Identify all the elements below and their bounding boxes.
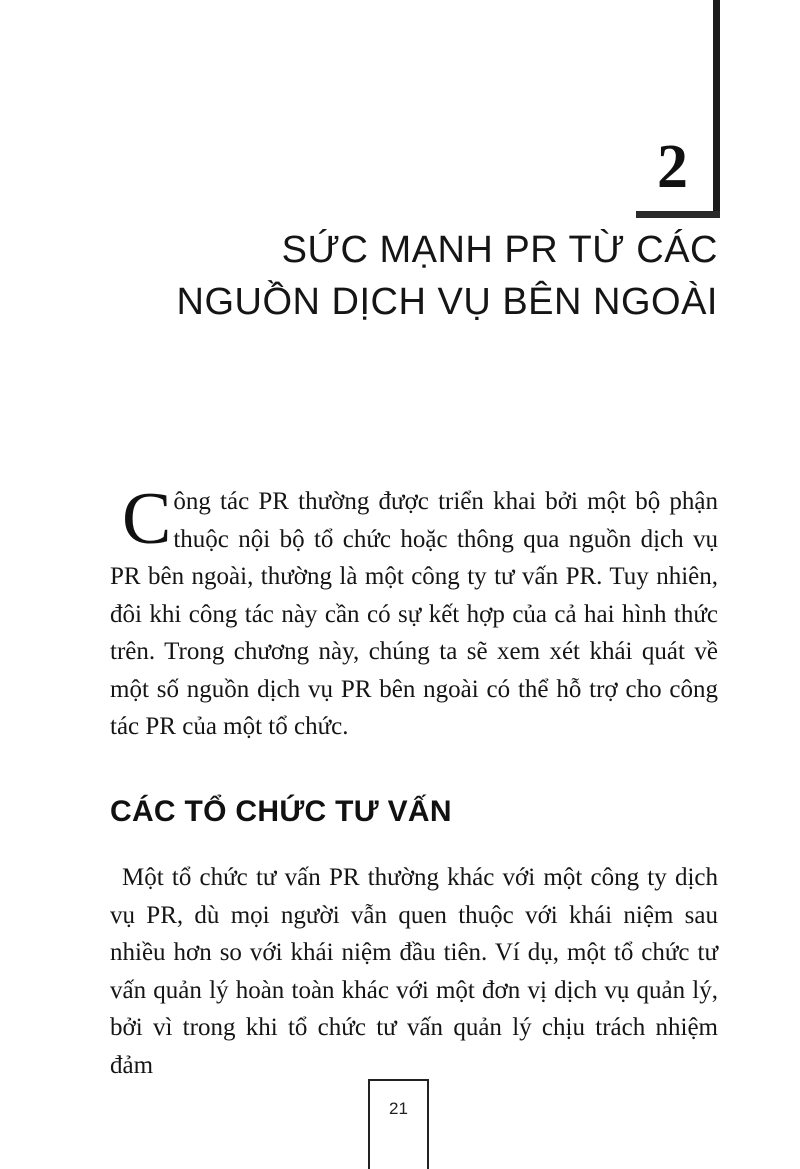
page-number: 21 (389, 1099, 408, 1118)
section-paragraph (110, 859, 718, 1084)
section-heading: CÁC TỔ CHỨC TƯ VẤN (110, 795, 452, 828)
chapter-number: 2 (657, 133, 688, 201)
chapter-bracket-vertical-rule (713, 0, 720, 218)
chapter-title-line-1: SỨC MẠNH PR TỪ CÁC (281, 229, 718, 271)
chapter-title (118, 224, 718, 328)
intro-paragraph (110, 478, 718, 746)
chapter-bracket-horizontal-rule (636, 211, 720, 218)
page-number-box (368, 1079, 429, 1169)
drop-cap: C (122, 478, 172, 560)
chapter-title-line-2: NGUỒN DỊCH VỤ BÊN NGOÀI (176, 281, 718, 323)
intro-text: ông tác PR thường được triển khai bởi một bộ phận thuộc nội bộ tổ chức hoặc thông qua nguồn dịch vụ PR bên ngoài, thường là một công ty tư vấn PR. Tuy nhiên, đôi khi công tác này cần có sự kết hợp của cả hai hình thức trên. Trong chương này, chúng ta sẽ xem xét khái quát về một số nguồn dịch vụ PR bên ngoài có thể hỗ trợ cho công tác PR của một tổ chức. (110, 488, 718, 740)
section-text: Một tổ chức tư vấn PR thường khác với một công ty dịch vụ PR, dù mọi người vẫn quen thuộc với khái niệm sau nhiều hơn so với khái niệm đầu tiên. Ví dụ, một tổ chức tư vấn quản lý hoàn toàn khác với một đơn vị dịch vụ quản lý, bởi vì trong khi tổ chức tư vấn quản lý chịu trách nhiệm đảm (110, 864, 718, 1079)
